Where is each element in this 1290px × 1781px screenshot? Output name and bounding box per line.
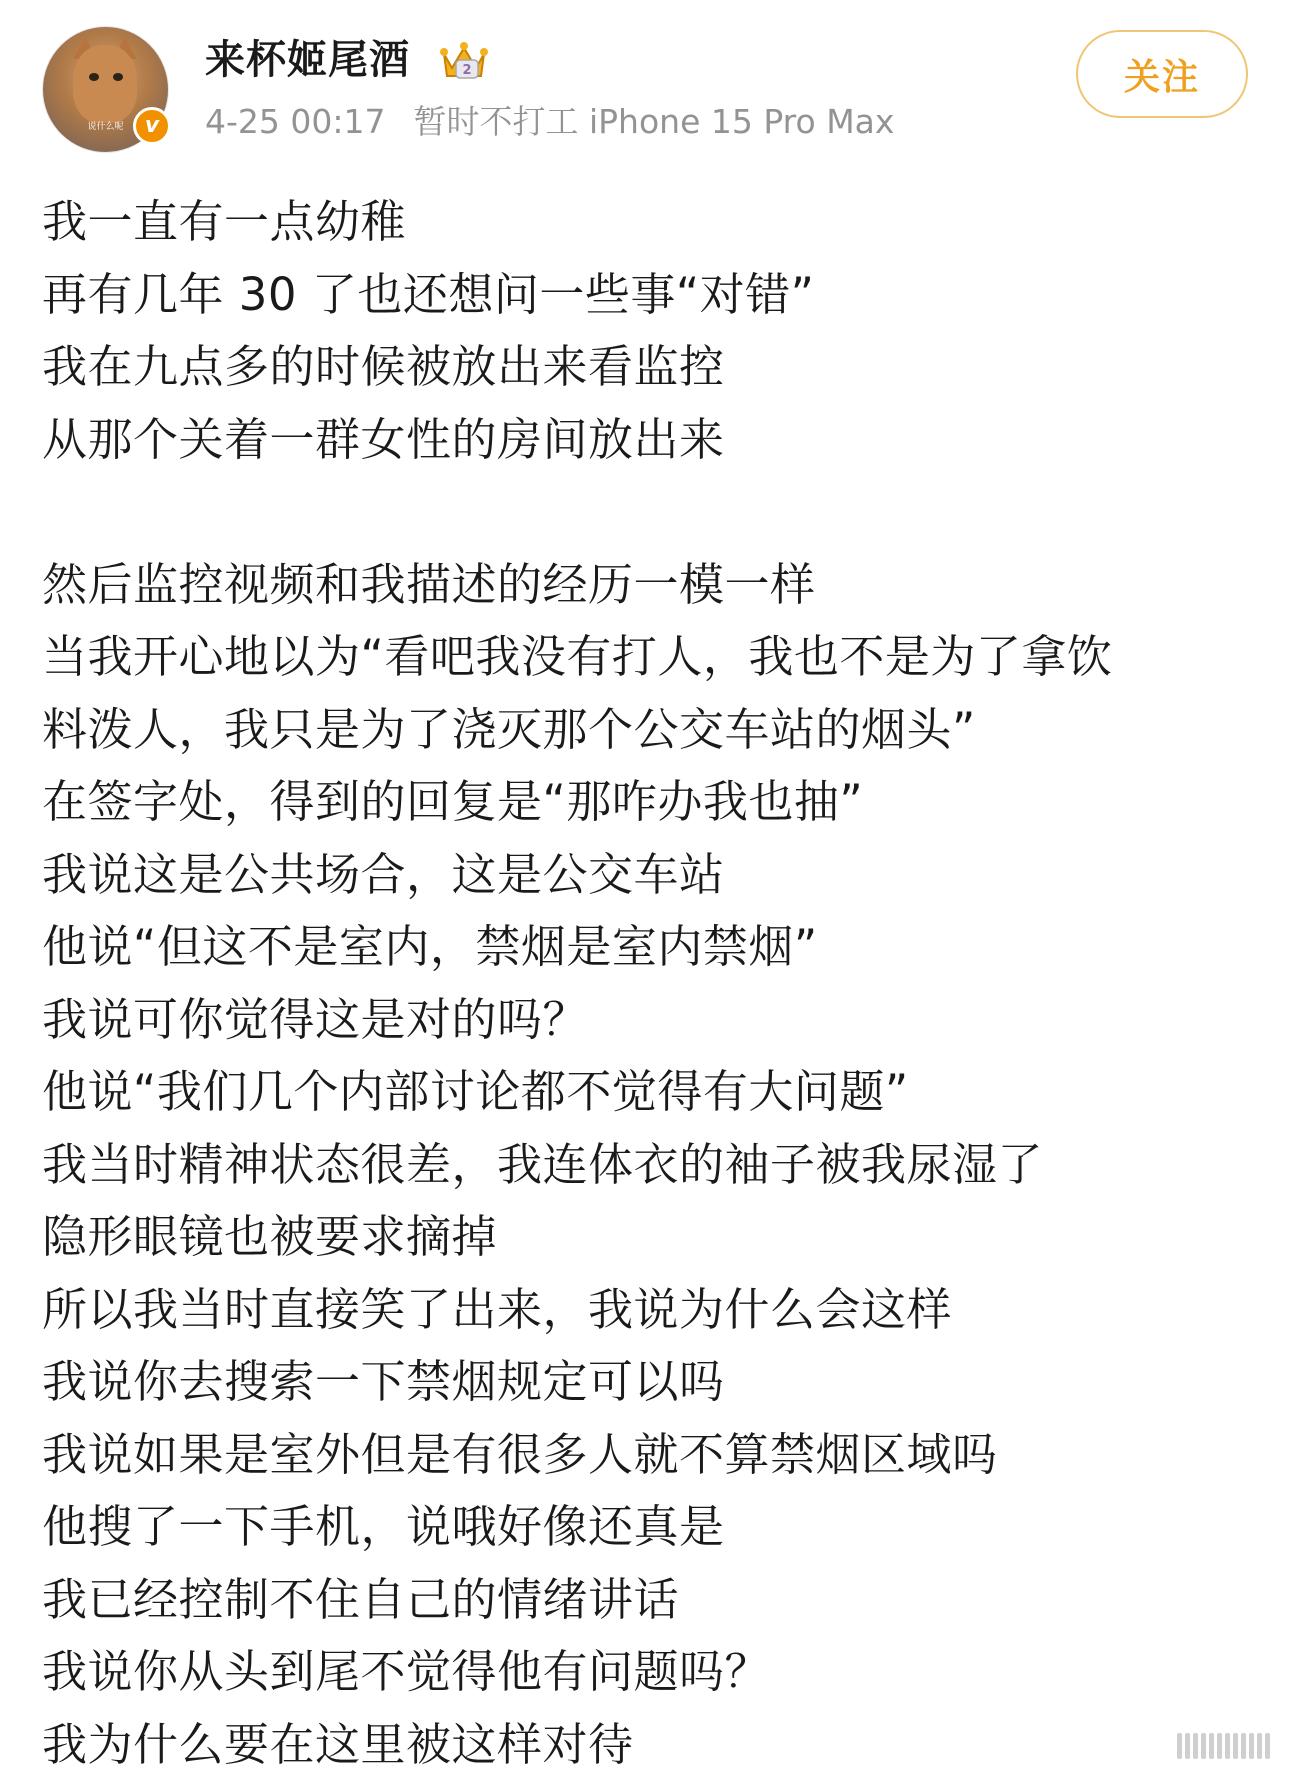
- cat-face: [73, 45, 137, 123]
- post-line: 我为什么要在这里被这样对待: [42, 1709, 1262, 1781]
- post-line: 隐形眼镜也被要求摘掉: [42, 1201, 1262, 1274]
- post-line: 他说“但这不是室内，禁烟是室内禁烟”: [42, 911, 1262, 984]
- post-line: 再有几年 30 了也还想问一些事“对错”: [42, 259, 1262, 332]
- post-line: 然后监控视频和我描述的经历一模一样: [42, 549, 1262, 622]
- crown-icon: [438, 38, 490, 84]
- post-line: 我说你去搜索一下禁烟规定可以吗: [42, 1346, 1262, 1419]
- post-source: 暂时不打工 iPhone 15 Pro Max: [414, 102, 895, 141]
- post-line: 我一直有一点幼稚: [42, 186, 1262, 259]
- post-line: 我在九点多的时候被放出来看监控: [42, 331, 1262, 404]
- post-line: 他搜了一下手机，说哦好像还真是: [42, 1491, 1262, 1564]
- post-line: 我当时精神状态很差，我连体衣的袖子被我尿湿了: [42, 1129, 1262, 1202]
- post-line: 我说这是公共场合，这是公交车站: [42, 839, 1262, 912]
- post-line: 我说如果是室外但是有很多人就不算禁烟区域吗: [42, 1419, 1262, 1492]
- watermark-icon: [1177, 1733, 1270, 1759]
- follow-button[interactable]: 关注: [1076, 30, 1248, 118]
- svg-text:2: 2: [462, 63, 471, 78]
- post-line: 我已经控制不住自己的情绪讲话: [42, 1564, 1262, 1637]
- post-line: 当我开心地以为“看吧我没有打人，我也不是为了拿饮: [42, 621, 1262, 694]
- post-meta: [205, 98, 894, 146]
- post-header: [0, 0, 1290, 170]
- verified-icon: v: [133, 107, 171, 145]
- post-line: 我说你从头到尾不觉得他有问题吗？: [42, 1636, 1262, 1709]
- avatar-caption: 说什么呢: [43, 119, 168, 132]
- cat-eye-right: [113, 73, 123, 81]
- post-line: 在签字处，得到的回复是“那咋办我也抽”: [42, 766, 1262, 839]
- post-line: 他说“我们几个内部讨论都不觉得有大问题”: [42, 1056, 1262, 1129]
- post-line: 所以我当时直接笑了出来，我说为什么会这样: [42, 1274, 1262, 1347]
- author-name[interactable]: 来杯姬尾酒: [205, 30, 410, 90]
- cat-eye-left: [89, 73, 99, 81]
- post-line: 料泼人，我只是为了浇灭那个公交车站的烟头”: [42, 694, 1262, 767]
- paragraph-break: [42, 476, 1262, 549]
- post-timestamp: 4-25 00:17: [205, 102, 386, 141]
- post-line: 从那个关着一群女性的房间放出来: [42, 404, 1262, 477]
- post-line: 我说可你觉得这是对的吗？: [42, 984, 1262, 1057]
- post-body: [42, 186, 1262, 1781]
